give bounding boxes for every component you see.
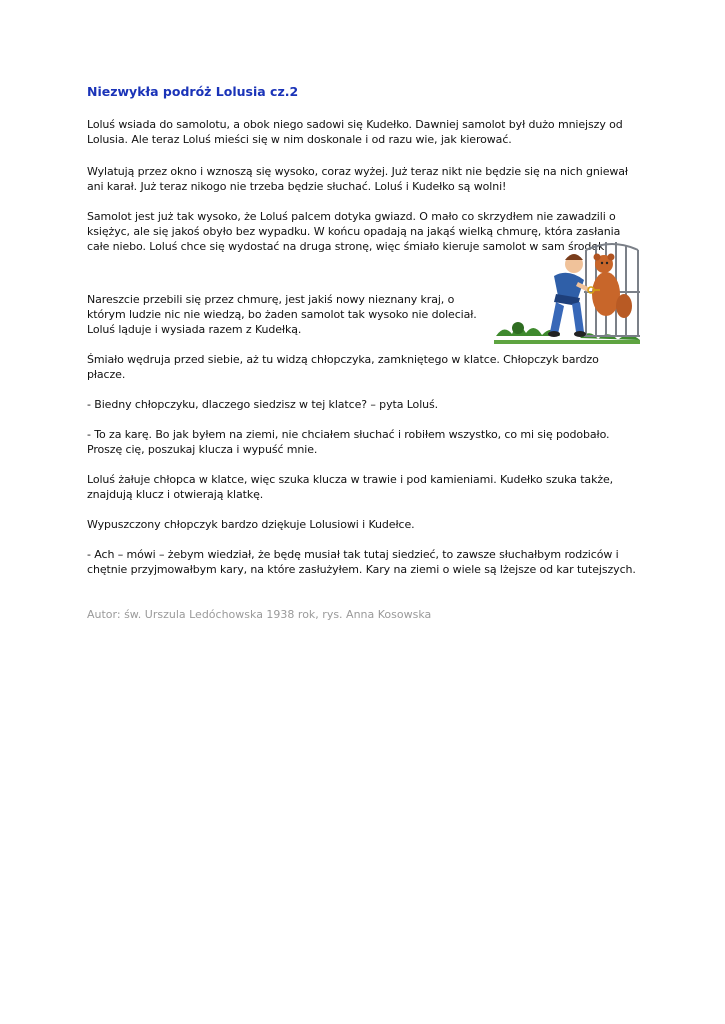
paragraph-2: Wylatują przez okno i wznoszą się wysoko, coraz wyżej. Już teraz nikt nie będzie się na nich gniewał ani karał. Już teraz nikogo nie trzeba będzie słuchać. Loluś i Kudełko są wolni! <box>87 165 628 193</box>
page-title: Niezwykła podróż Lolusia cz.2 <box>87 84 299 99</box>
grass-icon <box>494 322 640 344</box>
paragraph-3-text: Samolot jest już tak wysoko, że Loluś palcem dotyka gwiazd. O mało co skrzydłem nie zawadzili o księżyc, ale się jakoś obyło bez wypadku. W końcu opadają na jakąś wielką chmurę, która zasłania całe niebo. Loluś chce się wydostać na druga stronę, więc śmiało kieruje samolot w sam środek. <box>87 210 621 253</box>
paragraph-5: Śmiało wędruja przed siebie, aż tu widzą chłopczyka, zamkniętego w klatce. Chłopczyk bardzo płacze. <box>87 353 599 381</box>
paragraph-9: Wypuszczony chłopczyk bardzo dziękuje Lolusiowi i Kudełce. <box>87 518 415 531</box>
paragraph-10: - Ach – mówi – żebym wiedział, że będę musiał tak tutaj siedzieć, to zawsze słuchałbym rodziców i chętnie przyjmowałbym kary, na które zasłużyłem. Kary na ziemi o wiele są lżejsze od kar tutejszych. <box>87 548 636 576</box>
author-credit: Autor: św. Urszula Ledóchowska 1938 rok, rys. Anna Kosowska <box>87 608 432 621</box>
paragraph-6: - Biedny chłopczyku, dlaczego siedzisz w tej klatce? – pyta Loluś. <box>87 398 439 411</box>
paragraph-4: Nareszcie przebili się przez chmurę, jest jakiś nowy nieznany kraj, o którym ludzie nic nie wiedzą, bo żaden samolot tak wysoko nie doleciał. Loluś ląduje i wysiada razem z Kudełką. <box>87 293 477 336</box>
paragraph-7: - To za karę. Bo jak byłem na ziemi, nie chciałem słuchać i robiłem wszystko, co mi się podobało. Proszę cię, poszukaj klucza i wypuść mnie. <box>87 428 610 456</box>
boy-cage-illustration <box>494 236 642 346</box>
document-page <box>87 84 639 633</box>
boy-icon <box>548 254 590 337</box>
paragraph-8: Loluś żałuje chłopca w klatce, więc szuka klucza w trawie i pod kamieniami. Kudełko szuka także, znajdują klucz i otwierają klatkę. <box>87 473 614 501</box>
paragraph-1: Loluś wsiada do samolotu, a obok niego sadowi się Kudełko. Dawniej samolot był dużo mniejszy od Lolusia. Ale teraz Loluś mieści się w nim doskonale i od razu wie, jak kierować. <box>87 118 623 146</box>
